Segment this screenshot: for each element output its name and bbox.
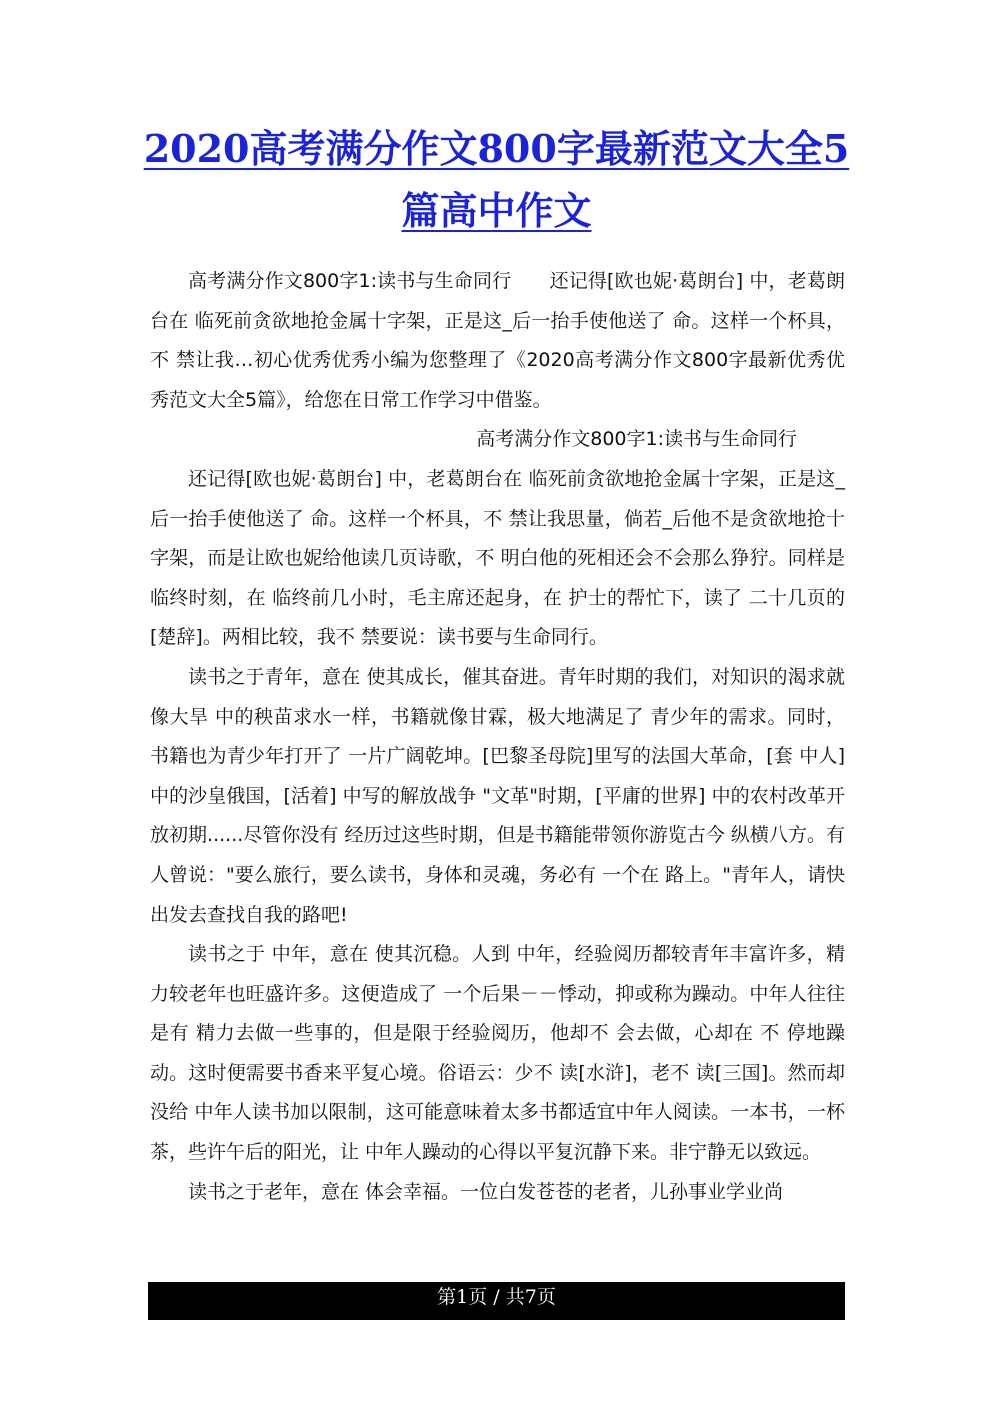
body-paragraph: 还记得[欧也妮·葛朗台] 中，老葛朗台在 临死前贪欲地抢金属十字架，正是这_后一抬手使他送了 命。这样一个杯具，不 禁让我思量，倘若_后他不是贪欲地抢十字架，而是让欧也妮给他读几页诗歌，不 明白他的死相还会不会那么狰狞。同样是临终时刻，在 临终前几小时，毛主席还起身，在 护士的帮忙下，读了 二十几页的[楚辞]。两相比较，我不 禁要说：读书要与生命同行。	[150, 467, 845, 649]
section-heading: 高考满分作文800字1:读书与生命同行	[476, 428, 797, 451]
body-paragraph: 读书之于 中年，意在 使其沉稳。人到 中年，经验阅历都较青年丰富许多，精力较老年也旺盛许多。这便造成了 一个后果－－悸动，抑或称为躁动。中年人往往是有 精力去做一些事的，但是限于经验阅历，他却不 会去做，心却在 不 停地躁动。这时便需要书香来平复心境。俗语云：少不 读[水浒]，老不 读[三国]。然而却没给 中年人读书加以限制，这可能意味着太多书都适宜中年人阅读。一本书，一杯茶，些许午后的阳光，让 中年人躁动的心得以平复沉静下来。非宁静无以致远。	[150, 943, 845, 1164]
body-paragraph: 读书之于青年，意在 使其成长，催其奋进。青年时期的我们，对知识的渴求就像大旱 中的秧苗求水一样，书籍就像甘霖，极大地满足了 青少年的需求。同时，书籍也为青少年打开了 一片广阔乾坤。[巴黎圣母院]里写的法国大革命，[套 中人] 中的沙皇俄国，[活着] 中写的解放战争 "文革"时期，[平庸的世界] 中的农村改革开放初期......尽管你没有 经历过这些时期，但是书籍能带领你游览古今 纵横八方。有 人曾说："要么旅行，要么读书，身体和灵魂，务必有 一个在 路上。"青年人，请快出发去查找自我的路吧!	[150, 665, 845, 926]
title-line-2: 篇高中作文	[401, 188, 592, 233]
page-footer	[148, 1282, 845, 1320]
document-body	[150, 262, 845, 1212]
body-paragraph: 读书之于老年，意在 体会幸福。一位白发苍苍的老者，儿孙事业学业尚	[188, 1180, 784, 1203]
page-title	[120, 118, 873, 242]
intro-paragraph: 高考满分作文800字1:读书与生命同行 还记得[欧也妮·葛朗台] 中，老葛朗台在 临死前贪欲地抢金属十字架，正是这_后一抬手使他送了 命。这样一个杯具，不 禁让我…初心优秀优秀小编为您整理了《2020高考满分作文800字最新优秀优秀范文大全5篇》，给您在日常工作学习中借鉴。	[150, 270, 845, 411]
title-line-1: 2020高考满分作文800字最新范文大全5	[143, 126, 850, 171]
page-number: 第1页 / 共7页	[437, 1286, 556, 1308]
